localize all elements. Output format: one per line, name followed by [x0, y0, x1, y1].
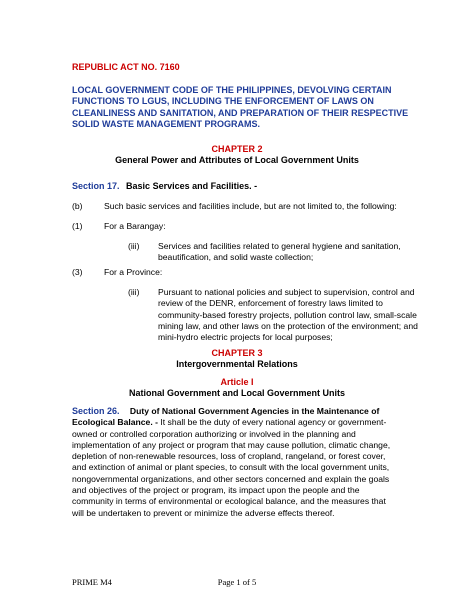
item-3-sub-line: mini-hydro electric projects for local purposes; [158, 332, 333, 343]
item-3-sub-line: review of the DENR, enforcement of forestry laws limited to [158, 298, 383, 309]
item-1-sub-line: Services and facilities related to general hygiene and sanitation, [158, 241, 401, 251]
section-26-body-line: implementation of any project or program that may cause pollution, climatic change, [72, 439, 391, 450]
item-1-sub-marker: (iii) [128, 241, 140, 251]
item-1-text: For a Barangay: [104, 221, 166, 231]
act-subtitle [72, 85, 432, 130]
item-3-sub-line: Pursuant to national policies and subject to supervision, control and [158, 287, 415, 297]
section-26-body-line: depletion of non-renewable resources, loss of cropland, rangeland, or forest cover, [72, 451, 386, 462]
section-26 [72, 406, 412, 519]
chapter-3-heading: CHAPTER 3 [211, 348, 263, 358]
act-subtitle-line: LOCAL GOVERNMENT CODE OF THE PHILIPPINES, DEVOLVING CERTAIN [72, 85, 392, 95]
section-26-text-start: It shall be the duty of every national agency or government- [157, 417, 387, 428]
section-17-title: Basic Services and Facilities. - [126, 181, 258, 191]
section-26-body-line: and extinction of animal or plant species, to consult with the local government units, [72, 462, 390, 473]
section-26-title: Duty of National Government Agencies in the Maintenance of [129, 406, 380, 416]
item-3-sub-line: mining law, and other laws on the protection of the environment; and [158, 320, 418, 331]
section-26-body-line: community in terms of environmental or ecological balance, and the measures that [72, 496, 386, 507]
chapter-2-title: General Power and Attributes of Local Government Units [115, 155, 359, 165]
item-3-sub-line: community-based forestry projects, pollution control law, small-scale [158, 309, 417, 320]
act-subtitle-line: FUNCTIONS TO LGUS, INCLUDING THE ENFORCEMENT OF LAWS ON [72, 96, 374, 107]
chapter-3-title: Intergovernmental Relations [176, 359, 298, 369]
section-26-title-cont: Ecological Balance. - [72, 417, 158, 428]
section-26-heading-line1 [72, 406, 412, 417]
section-26-body-line: will be undertaken to prevent or minimize the adverse effects thereof. [72, 507, 335, 518]
item-3-marker: (3) [72, 267, 83, 277]
section-26-label: Section 26. [72, 406, 120, 416]
item-1-marker: (1) [72, 221, 83, 231]
section-26-body-line: owned or controlled corporation authorizing or involved in the planning and [72, 428, 356, 439]
footer-page-number: Page 1 of 5 [217, 577, 257, 587]
item-3-text: For a Province: [104, 267, 163, 277]
clause-b-text: Such basic services and facilities include, but are not limited to, the following: [104, 201, 397, 211]
clause-b-marker: (b) [72, 201, 83, 211]
footer-left: PRIME M4 [72, 577, 112, 587]
act-subtitle-line: CLEANLINESS AND SANITATION, AND PREPARATION OF THEIR RESPECTIVE [72, 107, 409, 118]
section-26-body-line: nongovernmental organizations, and other sectors concerned and explain the goals [72, 473, 390, 484]
article-1-heading: Article I [220, 377, 254, 387]
section-17-heading [72, 181, 257, 192]
item-1-sub-line: beautification, and solid waste collection; [158, 252, 314, 263]
article-1-title: National Government and Local Government Units [128, 388, 346, 398]
section-26-body-line: and objectives of the project or program, its impact upon the people and the [72, 485, 360, 496]
section-26-heading-line2 [72, 417, 412, 428]
act-title: REPUBLIC ACT NO. 7160 [72, 62, 180, 72]
item-1-sub-text [158, 241, 458, 264]
section-17-label: Section 17. [72, 181, 120, 191]
item-3-sub-text [158, 287, 468, 343]
item-3-sub-marker: (iii) [128, 287, 140, 297]
act-subtitle-line: SOLID WASTE MANAGEMENT PROGRAMS. [72, 118, 261, 129]
chapter-2-heading: CHAPTER 2 [211, 144, 263, 154]
